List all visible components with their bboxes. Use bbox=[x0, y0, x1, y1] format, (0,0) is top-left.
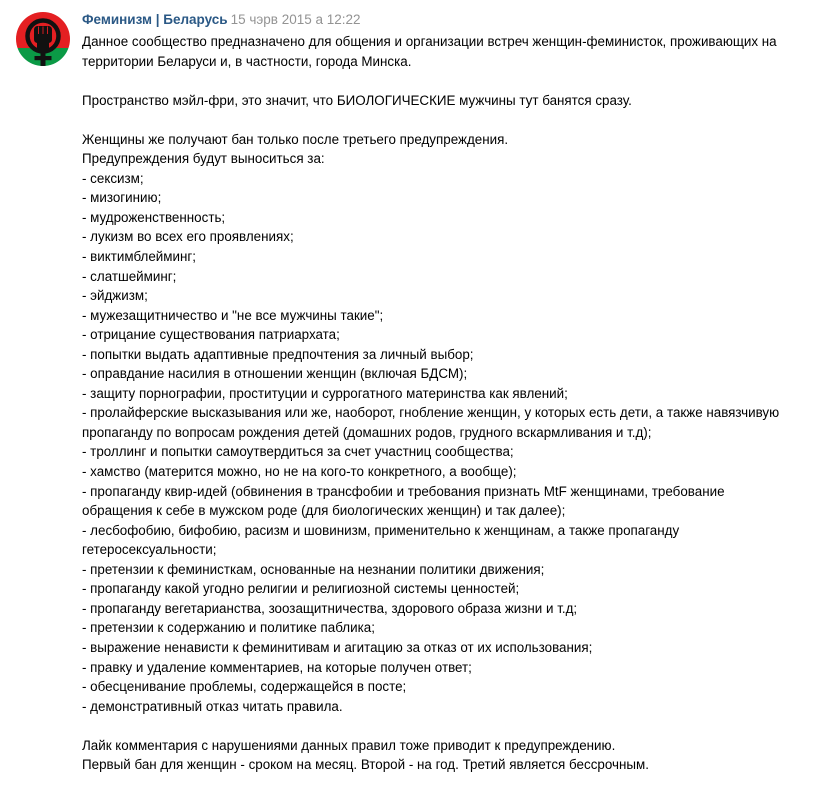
post-text-line: - эйджизм; bbox=[82, 288, 148, 304]
post-text-line: - мизогинию; bbox=[82, 190, 162, 206]
post-text-line: - лесбофобию, бифобию, расизм и шовинизм, применительно к женщинам, а также пропаганду bbox=[82, 522, 680, 538]
community-avatar[interactable] bbox=[16, 12, 70, 66]
post-text-line: - претензии к содержанию и политике паблика; bbox=[82, 620, 375, 636]
post-text-line: - пропаганду вегетарианства, зоозащитничества, здорового образа жизни и т.д; bbox=[82, 600, 578, 616]
post-text-line: Лайк комментария с нарушениями данных правил тоже приводит к предупреждению. bbox=[82, 737, 616, 753]
post-text-line: - обесценивание проблемы, содержащейся в посте; bbox=[82, 679, 407, 695]
author-separator: | bbox=[155, 12, 160, 27]
paragraph-gap bbox=[82, 110, 822, 130]
post-text-line: - демонстративный отказ читать правила. bbox=[82, 698, 343, 714]
post-text-line: территории Беларуси и, в частности, города Минска. bbox=[82, 53, 412, 69]
author-location: Беларусь bbox=[163, 12, 228, 27]
post-text-line: гетеросексуальности; bbox=[82, 542, 217, 558]
paragraph-gap bbox=[82, 71, 822, 91]
post-text-line: Женщины же получают бан только после третьего предупреждения. bbox=[82, 131, 509, 147]
post-text-line: - выражение ненависти к феминитивам и агитацию за отказ от их использования; bbox=[82, 639, 593, 655]
post-text-line: - сексизм; bbox=[82, 170, 144, 186]
post-text-line: - претензии к феминисткам, основанные на незнании политики движения; bbox=[82, 561, 545, 577]
raised-fist-icon bbox=[16, 12, 70, 66]
post-text-line: - мужезащитничество и "не все мужчины такие"; bbox=[82, 307, 384, 323]
post-text-line: - пропаганду какой угодно религии и религиозной системы ценностей; bbox=[82, 581, 520, 597]
post-text-line: - виктимблейминг; bbox=[82, 249, 196, 265]
post-text-line: Первый бан для женщин - сроком на месяц. Второй - на год. Третий является бессрочным. bbox=[82, 757, 649, 773]
post-text-line: - правку и удаление комментариев, на которые получен ответ; bbox=[82, 659, 472, 675]
post-text-line: - мудроженственность; bbox=[82, 209, 226, 225]
post-date[interactable]: 15 чэрв 2015 а 12:22 bbox=[230, 12, 361, 27]
author-link[interactable] bbox=[82, 12, 228, 27]
post-header bbox=[82, 11, 822, 29]
post-text-line: Пространство мэйл-фри, это значит, что БИОЛОГИЧЕСКИЕ мужчины тут банятся сразу. bbox=[82, 92, 632, 108]
post-text-line: - отрицание существования патриархата; bbox=[82, 327, 340, 343]
post-text-line: пропаганду по вопросам рождения детей (домашних родов, грудного вскармливания и т.д); bbox=[82, 424, 652, 440]
post-text-line: - пролайферские высказывания или же, наоборот, гнобление женщин, у которых есть дети, а также навязчивую bbox=[82, 405, 780, 421]
post-text bbox=[82, 32, 822, 775]
paragraph-gap bbox=[82, 716, 822, 736]
post-text-line: - оправдание насилия в отношении женщин (включая БДСМ); bbox=[82, 366, 468, 382]
post-text-line: - попытки выдать адаптивные предпочтения за личный выбор; bbox=[82, 346, 474, 362]
post-content bbox=[82, 11, 822, 775]
post-text-line: - хамство (матерится можно, но не на кого-то конкретного, а вообще); bbox=[82, 464, 517, 480]
post-text-line: Предупреждения будут выноситься за: bbox=[82, 151, 325, 167]
post-text-line: - лукизм во всех его проявлениях; bbox=[82, 229, 294, 245]
post-text-line: - троллинг и попытки самоутвердиться за счет участниц сообщества; bbox=[82, 444, 514, 460]
post-text-line: Данное сообщество предназначено для общения и организации встреч женщин-феминисток, проживающих на bbox=[82, 34, 777, 49]
post-text-line: - защиту порнографии, проституции и суррогатного материнства как явлений; bbox=[82, 385, 568, 401]
post-text-line: - пропаганду квир-идей (обвинения в трансфобии и требования признать MtF женщинами, требование bbox=[82, 483, 725, 499]
post-text-line: - слатшейминг; bbox=[82, 268, 177, 284]
author-name: Феминизм bbox=[82, 12, 152, 27]
post-text-line: обращения к себе в мужском роде (для биологических женщин) и так далее); bbox=[82, 503, 566, 519]
